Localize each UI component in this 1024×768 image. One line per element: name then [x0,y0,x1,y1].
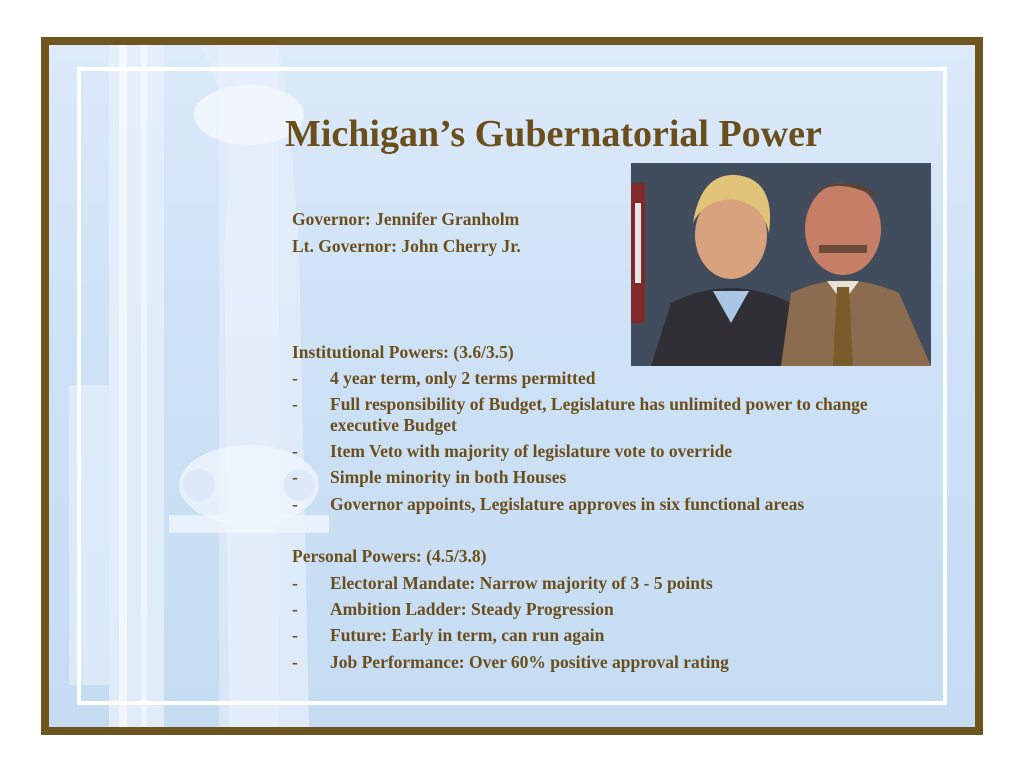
personal-heading: Personal Powers: (4.5/3.8) [292,546,487,566]
list-item-text: Future: Early in term, can run again [330,625,605,645]
bullet-dash: - [292,573,298,593]
list-item-text: Job Performance: Over 60% positive approval rating [330,652,729,672]
governor-label: Governor: Jennifer Granholm [292,209,520,229]
bullet-dash: - [292,494,298,514]
lt-governor-label: Lt. Governor: John Cherry Jr. [292,236,521,256]
list-item-text: Ambition Ladder: Steady Progression [330,599,614,619]
bullet-dash: - [292,368,298,388]
officials-photo [631,163,931,366]
institutional-heading: Institutional Powers: (3.6/3.5) [292,342,514,362]
bullet-dash: - [292,599,298,619]
list-item-text: 4 year term, only 2 terms permitted [330,368,596,388]
list-item-text: Full responsibility of Budget, Legislature has unlimited power to change executive Budget [330,394,868,435]
page-title: Michigan’s Gubernatorial Power [285,113,822,155]
bullet-dash: - [292,652,298,672]
list-item-text: Item Veto with majority of legislature vote to override [330,441,733,461]
bullet-dash: - [292,441,298,461]
list-item-text: Governor appoints, Legislature approves in six functional areas [330,494,805,514]
bullet-dash: - [292,394,298,414]
list-item-text: Simple minority in both Houses [330,467,567,487]
list-item-text: Electoral Mandate: Narrow majority of 3 - 5 points [330,573,713,593]
bullet-dash: - [292,467,298,487]
bullet-dash: - [292,625,298,645]
